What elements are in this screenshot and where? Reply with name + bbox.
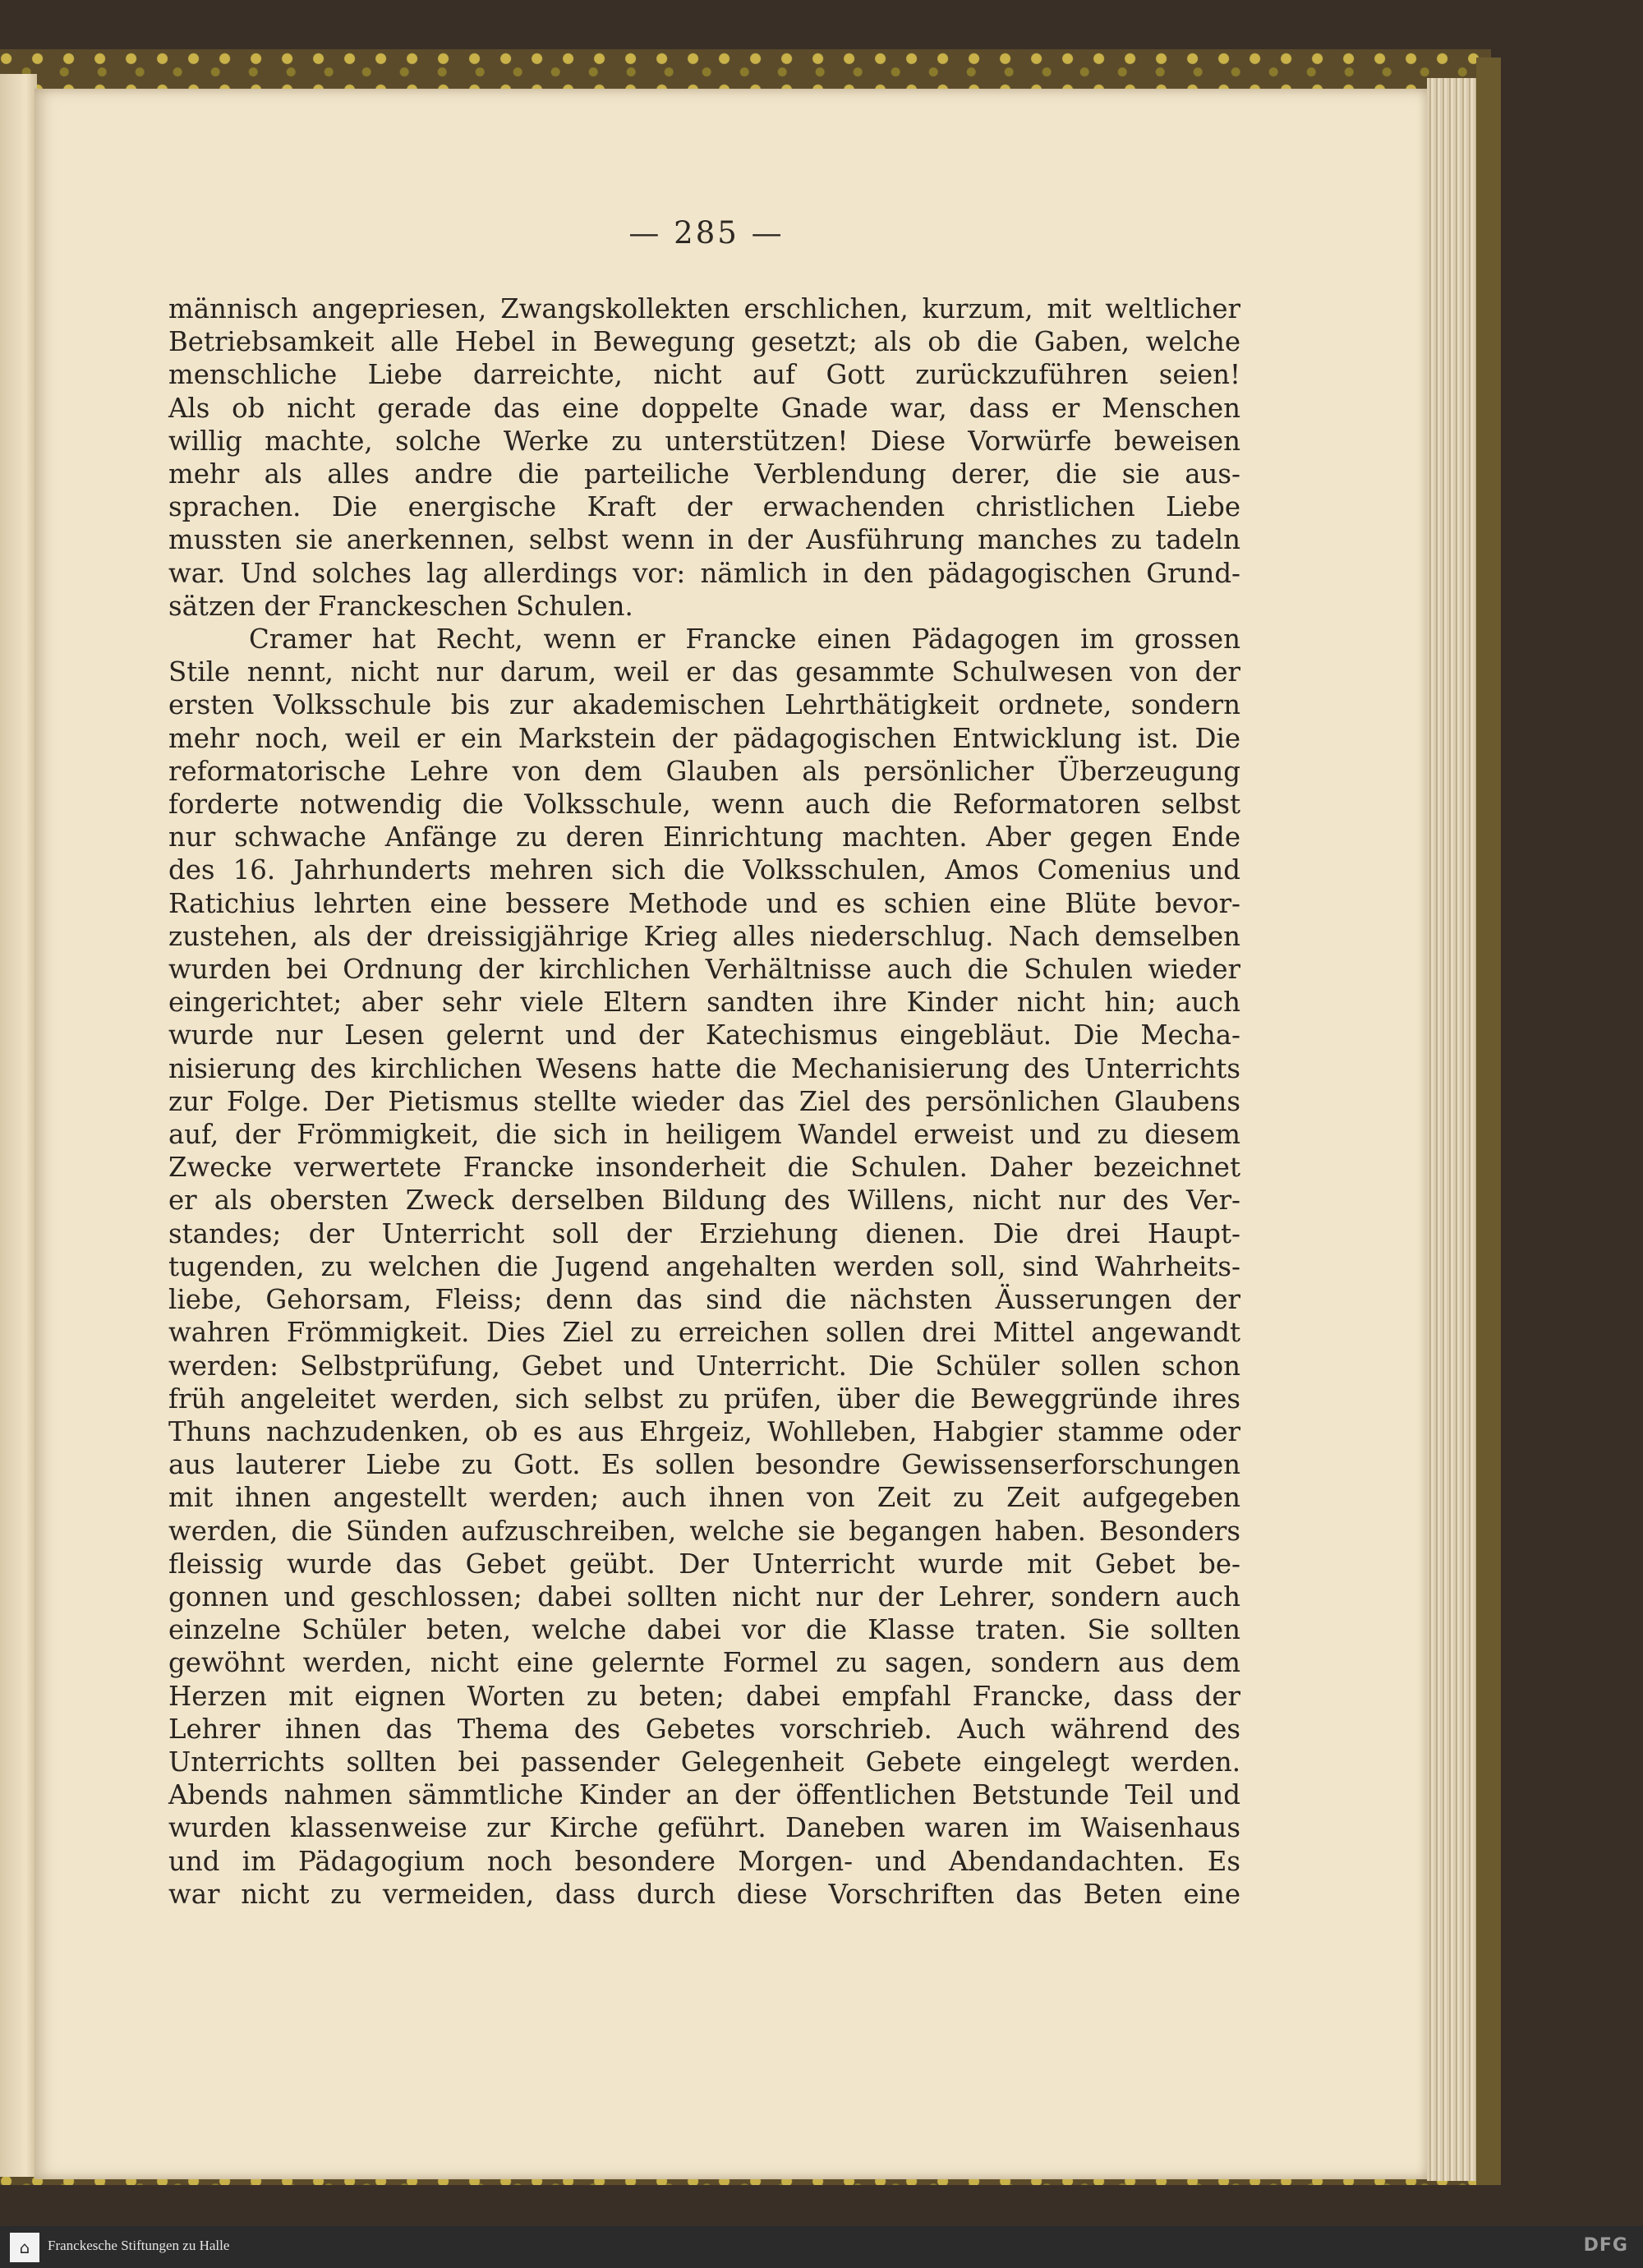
book-cover-right (1476, 58, 1501, 2185)
page-number: — 285 — (628, 215, 785, 251)
text-line: Cramer hat Recht, wenn er Francke einen Pädagogen im grossen (249, 623, 1240, 656)
text-line: einzelne Schüler beten, welche dabei vor die Klasse traten. Sie sollten (168, 1614, 1240, 1646)
text-line: eingerichtet; aber sehr viele Eltern sandten ihre Kinder nicht hin; auch (168, 987, 1240, 1019)
previous-page-edge (0, 74, 37, 2177)
institution-name: Franckesche Stiftungen zu Halle (48, 2238, 230, 2253)
text-line: reformatorische Lehre von dem Glauben als persönlicher Überzeugung (168, 755, 1240, 787)
text-line: mussten sie anerkennen, selbst wenn in der Ausführung manches zu tadeln (168, 524, 1240, 556)
text-line: gewöhnt werden, nicht eine gelernte Formel zu sagen, sondern aus dem (168, 1647, 1240, 1679)
text-line: werden: Selbstprüfung, Gebet und Unterricht. Die Schüler sollen schon (168, 1350, 1240, 1382)
text-line: Ratichius lehrten eine bessere Methode und es schien eine Blüte bevor- (168, 887, 1240, 919)
text-line: Lehrer ihnen das Thema des Gebetes vorschrieb. Auch während des (168, 1713, 1240, 1745)
text-line: Zwecke verwertete Francke insonderheit die Schulen. Daher bezeichnet (168, 1152, 1240, 1184)
text-line: Stile nennt, nicht nur darum, weil er das gesammte Schulwesen von der (168, 656, 1240, 688)
text-line: mehr als alles andre die parteiliche Verblendung derer, die sie aus- (168, 458, 1240, 490)
text-line: werden, die Sünden aufzuschreiben, welche sie begangen haben. Besonders (168, 1515, 1240, 1547)
text-line: war nicht zu vermeiden, dass durch diese Vorschriften das Beten eine (168, 1878, 1240, 1910)
text-line: wahren Frömmigkeit. Dies Ziel zu erreichen sollen drei Mittel angewandt (168, 1317, 1240, 1349)
text-line: zur Folge. Der Pietismus stellte wieder das Ziel des persönlichen Glaubens (168, 1085, 1240, 1117)
text-line: war. Und solches lag allerdings vor: nämlich in den pädagogischen Grund- (168, 557, 1240, 589)
text-line: Betriebsamkeit alle Hebel in Bewegung gesetzt; als ob die Gaben, welche (168, 326, 1240, 358)
dfg-logo: DFG (1583, 2235, 1628, 2256)
text-line: er als obersten Zweck derselben Bildung des Willens, nicht nur des Ver- (168, 1185, 1240, 1217)
text-line: fleissig wurde das Gebet geübt. Der Unterricht wurde mit Gebet be- (168, 1548, 1240, 1580)
text-line: und im Pädagogium noch besondere Morgen- und Abendandachten. Es (168, 1845, 1240, 1877)
text-line: sätzen der Franckeschen Schulen. (168, 590, 633, 622)
text-line: Unterrichts sollten bei passender Gelegenheit Gebete eingelegt werden. (168, 1746, 1240, 1778)
text-line: willig machte, solche Werke zu unterstützen! Diese Vorwürfe beweisen (168, 425, 1240, 457)
text-line: mehr noch, weil er ein Markstein der pädagogischen Entwicklung ist. Die (168, 722, 1240, 754)
text-line: früh angeleitet werden, sich selbst zu prüfen, über die Beweggründe ihres (168, 1382, 1240, 1415)
text-line: menschliche Liebe darreichte, nicht auf Gott zurückzuführen seien! (168, 359, 1240, 391)
text-line: sprachen. Die energische Kraft der erwachenden christlichen Liebe (168, 491, 1240, 523)
text-line: auf, der Frömmigkeit, die sich in heiligem Wandel erweist und zu diesem (168, 1119, 1240, 1151)
text-line: aus lauterer Liebe zu Gott. Es sollen besondre Gewissenserforschungen (168, 1449, 1240, 1481)
text-line: Herzen mit eignen Worten zu beten; dabei empfahl Francke, dass der (168, 1680, 1240, 1712)
text-line: standes; der Unterricht soll der Erziehung dienen. Die drei Haupt- (168, 1217, 1240, 1249)
institution-logo-icon: ⌂ (10, 2233, 39, 2262)
text-line: männisch angepriesen, Zwangskollekten erschlichen, kurzum, mit weltlicher (168, 293, 1240, 324)
page-text (168, 292, 1240, 1911)
text-line: nisierung des kirchlichen Wesens hatte die Mechanisierung des Unterrichts (168, 1052, 1240, 1084)
text-line: forderte notwendig die Volksschule, wenn auch die Reformatoren selbst (168, 789, 1240, 821)
text-line: tugenden, zu welchen die Jugend angehalten werden soll, sind Wahrheits- (168, 1250, 1240, 1282)
text-line: wurde nur Lesen gelernt und der Katechismus eingebläut. Die Mecha- (168, 1019, 1240, 1051)
text-line: ersten Volksschule bis zur akademischen Lehrthätigkeit ordnete, sondern (168, 689, 1240, 721)
text-line: mit ihnen angestellt werden; auch ihnen von Zeit zu Zeit aufgegeben (168, 1482, 1240, 1514)
text-line: Als ob nicht gerade das eine doppelte Gnade war, dass er Menschen (168, 392, 1240, 424)
text-line: des 16. Jahrhunderts mehren sich die Volksschulen, Amos Comenius und (168, 854, 1240, 886)
text-line: liebe, Gehorsam, Fleiss; denn das sind die nächsten Äusserungen der (168, 1284, 1240, 1316)
text-line: wurden klassenweise zur Kirche geführt. Daneben waren im Waisenhaus (168, 1812, 1240, 1844)
text-line: gonnen und geschlossen; dabei sollten nicht nur der Lehrer, sondern auch (168, 1580, 1240, 1612)
page-block-edges (1427, 78, 1476, 2181)
text-line: Thuns nachzudenken, ob es aus Ehrgeiz, Wohlleben, Habgier stamme oder (168, 1415, 1240, 1447)
text-line: nur schwache Anfänge zu deren Einrichtung machten. Aber gegen Ende (168, 821, 1240, 853)
text-line: wurden bei Ordnung der kirchlichen Verhältnisse auch die Schulen wieder (168, 954, 1240, 986)
text-line: Abends nahmen sämmtliche Kinder an der öffentlichen Betstunde Teil und (168, 1779, 1240, 1811)
viewer-footer-bar (0, 2226, 1643, 2268)
text-line: zustehen, als der dreissigjährige Krieg alles niederschlug. Nach demselben (168, 920, 1240, 952)
